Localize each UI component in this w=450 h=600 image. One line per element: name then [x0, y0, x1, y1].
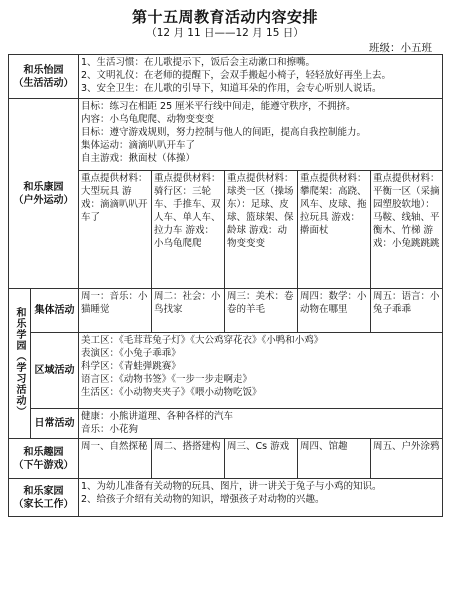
life-line-2: 2、文明礼仪：在老师的提醒下，会双手搬起小椅子，轻轻放好再坐上去。: [81, 70, 392, 81]
study-group-fri: 周五：语言：小兔子乖乖: [371, 289, 443, 333]
sports-line-1: 目标：练习在相距 25 厘米平行线中间走，能遵守秩序，不拥挤。: [81, 101, 356, 112]
sports-line-3: 目标：遵守游戏规则，努力控制与他人的间距，提高自我控制能力。: [81, 127, 367, 138]
play-head: [9, 439, 79, 479]
home-head-sub: （家长工作）: [13, 498, 74, 510]
daily-line-2: 音乐：小花狗: [81, 424, 139, 435]
document-title: 第十五周教育活动内容安排: [131, 8, 318, 26]
sports-goal-row: [9, 99, 443, 171]
play-tue: 周二、搭搭建构: [152, 439, 225, 479]
play-head-sub: （下午游戏）: [13, 459, 74, 471]
class-label: 班级：小五班: [369, 42, 432, 54]
sports-zone-1: 重点提供材料：大型玩具 游戏：滴滴叭叭开车了: [79, 171, 152, 289]
sports-zone-3: 重点提供材料：球类一区（操场东）：足球、皮球、篮球架、保龄球 游戏：动物变变变: [225, 171, 298, 289]
sports-head-sub: （户外运动）: [13, 194, 74, 206]
life-head-title: 和乐怡园: [23, 64, 64, 76]
study-daily-row: [9, 409, 443, 439]
area-line-3: 科学区：《青蛙弹跳赛》: [81, 361, 181, 372]
study-daily-label: 日常活动: [31, 409, 79, 439]
life-head-sub: （生活活动）: [13, 77, 74, 89]
sports-goals: [79, 99, 443, 171]
area-line-4: 语言区：《动物书签》《一步一步走啊走》: [81, 374, 253, 385]
sports-zone-4: 重点提供材料：攀爬架：高跷、风车、皮球、拖拉玩具 游戏：擀面杖: [298, 171, 371, 289]
area-line-2: 表演区：《小兔子乖乖》: [81, 348, 181, 359]
home-row: [9, 479, 443, 517]
sports-zone-2: 重点提供材料：骑行区：三轮车、手推车、双人车、单人车、拉力车 游戏：小乌龟爬爬: [152, 171, 225, 289]
life-head: [9, 55, 79, 99]
life-line-1: 1、生活习惯：在儿歌提示下，饭后会主动漱口和擦嘴。: [81, 57, 316, 68]
play-row: [9, 439, 443, 479]
life-row: [9, 55, 443, 99]
sports-zone-5: 重点提供材料：平衡一区（采摘园塑胶软地）：马鞍、线轴、平衡木、竹梯 游戏：小兔跳跳跳: [371, 171, 443, 289]
study-daily-content: [79, 409, 443, 439]
home-content: [79, 479, 443, 517]
study-head: 和乐学园（学习活动）: [9, 289, 31, 439]
daily-line-1: 健康：小熊讲道理、各种各样的汽车: [81, 411, 234, 422]
home-head-title: 和乐家园: [23, 485, 64, 497]
home-line-1: 1、为幼儿准备有关动物的玩具、图片，讲一讲关于兔子与小鸡的知识。: [81, 481, 382, 492]
date-range: （12 月 11 日——12 月 15 日）: [146, 27, 304, 39]
study-area-content: [79, 333, 443, 409]
study-group-label: 集体活动: [31, 289, 79, 333]
area-line-5: 生活区：《小动物夹夹子》《喂小动物吃饭》: [81, 387, 262, 398]
life-content: [79, 55, 443, 99]
play-mon: 周一、自然探秘: [79, 439, 152, 479]
study-area-row: [9, 333, 443, 409]
study-area-label: 区域活动: [31, 333, 79, 409]
sports-head-title: 和乐康园: [23, 181, 64, 193]
play-thu: 周四、馆趣: [298, 439, 371, 479]
sports-line-2: 内容：小乌龟爬爬、动物变变变: [81, 114, 215, 125]
study-group-wed: 周三：美术：卷卷的羊毛: [225, 289, 298, 333]
play-head-title: 和乐趣园: [23, 446, 64, 458]
sports-line-5: 自主游戏：揪面杖（体操）: [81, 153, 196, 164]
study-group-thu: 周四：数学：小动物在哪里: [298, 289, 371, 333]
home-head: [9, 479, 79, 517]
sports-line-4: 集体运动：滴滴叭叭开车了: [81, 140, 196, 151]
area-line-1: 美工区：《毛茸茸兔子灯》《大公鸡穿花衣》《小鸭和小鸡》: [81, 335, 324, 346]
study-group-tue: 周二：社会：小鸟找家: [152, 289, 225, 333]
study-group-row: [9, 289, 443, 333]
sports-head: [9, 99, 79, 289]
home-line-2: 2、给孩子介绍有关动物的知识，增强孩子对动物的兴趣。: [81, 494, 325, 505]
play-wed: 周三、Cs 游戏: [225, 439, 298, 479]
schedule-table: [8, 54, 443, 517]
play-fri: 周五、户外涂鸦: [371, 439, 443, 479]
life-line-3: 3、安全卫生：在儿歌的引导下，知道耳朵的作用，会专心听别人说话。: [81, 83, 382, 94]
study-group-mon: 周一：音乐：小猫睡觉: [79, 289, 152, 333]
